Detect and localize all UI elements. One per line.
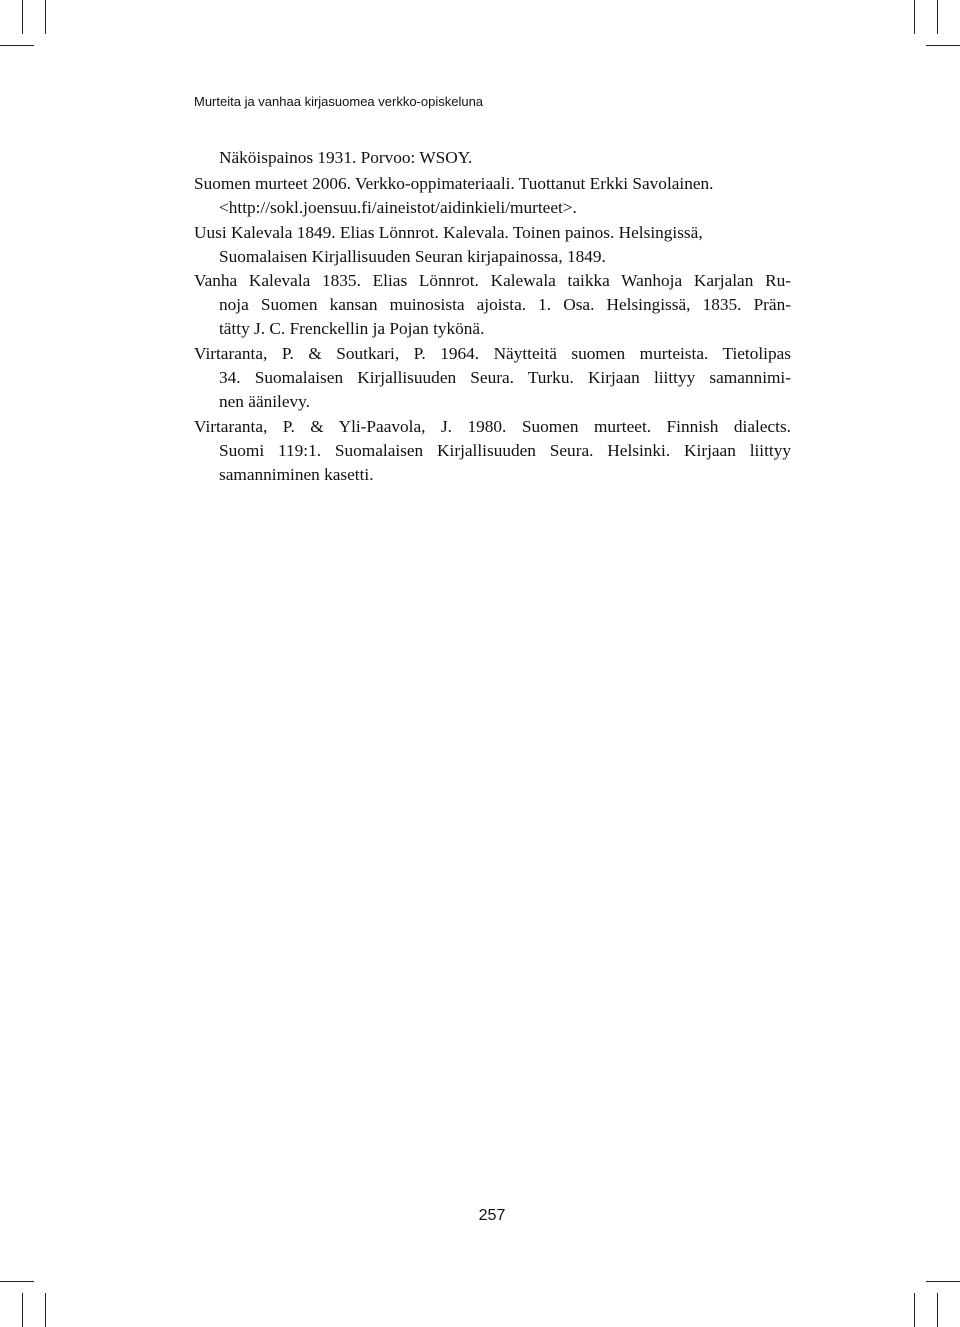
reference-entry: Virtaranta, P. & Yli-Paavola, J. 1980. Suomen murteet. Finnish dialects. — [194, 417, 791, 436]
reference-entry: Uusi Kalevala 1849. Elias Lönnrot. Kalevala. Toinen painos. Helsingissä, — [194, 223, 703, 242]
crop-mark — [0, 1281, 34, 1282]
reference-entry: Virtaranta, P. & Soutkari, P. 1964. Näytteitä suomen murteista. Tietolipas — [194, 344, 791, 363]
reference-line: Suomi 119:1. Suomalaisen Kirjallisuuden Seura. Helsinki. Kirjaan liittyy — [219, 441, 791, 460]
crop-mark — [937, 1293, 938, 1327]
page-number: 257 — [478, 1207, 506, 1224]
reference-line: Suomalaisen Kirjallisuuden Seuran kirjapainossa, 1849. — [219, 247, 606, 266]
crop-mark — [45, 0, 46, 34]
running-header: Murteita ja vanhaa kirjasuomea verkko-opiskeluna — [194, 94, 484, 109]
crop-mark — [914, 0, 915, 34]
reference-line: nen äänilevy. — [219, 392, 311, 411]
crop-mark — [0, 45, 34, 46]
crop-mark — [937, 0, 938, 34]
crop-mark — [926, 1281, 960, 1282]
reference-line: Näköispainos 1931. Porvoo: WSOY. — [219, 148, 473, 167]
crop-mark — [914, 1293, 915, 1327]
reference-line: <http://sokl.joensuu.fi/aineistot/aidinkieli/murteet>. — [219, 198, 577, 217]
reference-entry: Vanha Kalevala 1835. Elias Lönnrot. Kalewala taikka Wanhoja Karjalan Ru- — [194, 271, 791, 290]
reference-line: tätty J. C. Frenckellin ja Pojan tykönä. — [219, 319, 485, 338]
crop-mark — [45, 1293, 46, 1327]
reference-line: noja Suomen kansan muinosista ajoista. 1. Osa. Helsingissä, 1835. Prän- — [219, 295, 791, 314]
crop-mark — [22, 0, 23, 34]
reference-entry: Suomen murteet 2006. Verkko-oppimateriaali. Tuottanut Erkki Savolainen. — [194, 174, 714, 193]
reference-line: 34. Suomalaisen Kirjallisuuden Seura. Turku. Kirjaan liittyy samannimi- — [219, 368, 791, 387]
crop-mark — [22, 1293, 23, 1327]
reference-line: samanniminen kasetti. — [219, 465, 374, 484]
crop-mark — [926, 45, 960, 46]
